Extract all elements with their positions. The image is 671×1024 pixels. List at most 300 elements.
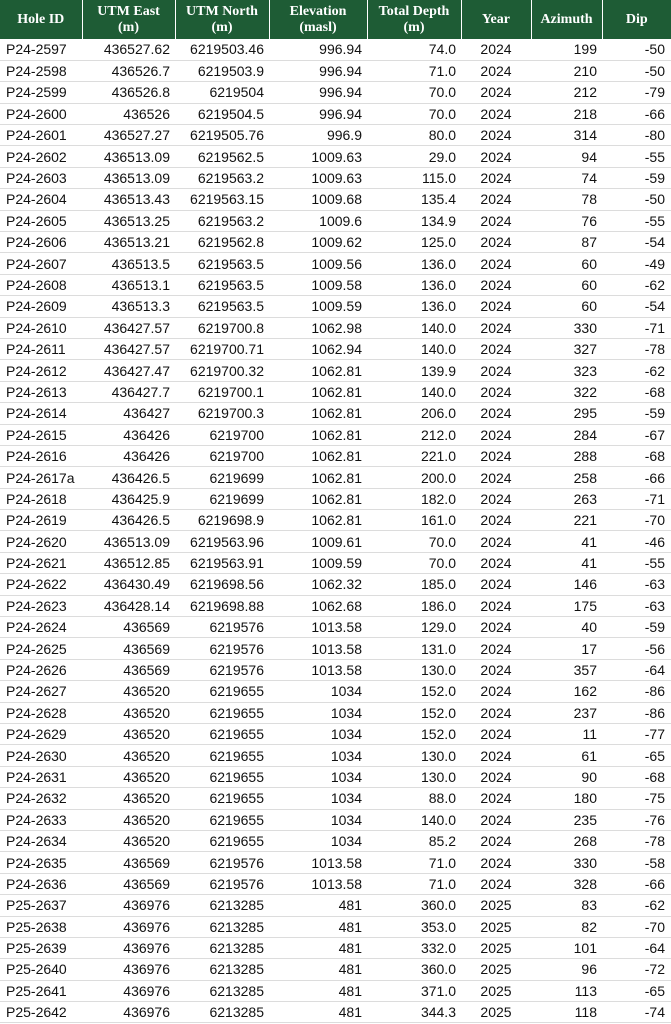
year-cell: 2025 bbox=[461, 916, 531, 937]
utm-east-cell: 436520 bbox=[82, 681, 175, 702]
year-cell: 2024 bbox=[461, 189, 531, 210]
utm-north-cell: 6219700 bbox=[175, 424, 269, 445]
utm-east-cell: 436427 bbox=[82, 403, 175, 424]
dip-cell: -55 bbox=[602, 210, 671, 231]
utm-east-cell: 436569 bbox=[82, 873, 175, 894]
total-depth-cell: 140.0 bbox=[367, 338, 461, 359]
table-row bbox=[0, 1002, 671, 1023]
dip-cell: -49 bbox=[602, 253, 671, 274]
table-row bbox=[0, 146, 671, 167]
year-cell: 2024 bbox=[461, 296, 531, 317]
table-row bbox=[0, 232, 671, 253]
utm-east-cell: 436513.25 bbox=[82, 210, 175, 231]
hole-id-cell: P24-2609 bbox=[0, 296, 82, 317]
hole-id-cell: P25-2638 bbox=[0, 916, 82, 937]
utm-east-cell: 436513.1 bbox=[82, 274, 175, 295]
hole-id-cell: P24-2633 bbox=[0, 809, 82, 830]
utm-east-cell: 436976 bbox=[82, 895, 175, 916]
year-cell: 2024 bbox=[461, 830, 531, 851]
utm-north-cell: 6213285 bbox=[175, 916, 269, 937]
elevation-cell: 1062.81 bbox=[269, 488, 367, 509]
elevation-cell: 996.94 bbox=[269, 82, 367, 103]
elevation-cell: 1034 bbox=[269, 766, 367, 787]
elevation-cell: 1009.6 bbox=[269, 210, 367, 231]
elevation-cell: 481 bbox=[269, 916, 367, 937]
dip-cell: -50 bbox=[602, 39, 671, 60]
azimuth-cell: 94 bbox=[531, 146, 602, 167]
dip-cell: -65 bbox=[602, 745, 671, 766]
hole-id-cell: P24-2620 bbox=[0, 531, 82, 552]
dip-cell: -55 bbox=[602, 146, 671, 167]
utm-north-cell: 6219563.5 bbox=[175, 253, 269, 274]
total-depth-cell: 221.0 bbox=[367, 445, 461, 466]
elevation-cell: 1013.58 bbox=[269, 638, 367, 659]
elevation-cell: 1034 bbox=[269, 809, 367, 830]
utm-north-cell: 6219576 bbox=[175, 617, 269, 638]
azimuth-cell: 288 bbox=[531, 445, 602, 466]
total-depth-cell: 70.0 bbox=[367, 531, 461, 552]
dip-cell: -68 bbox=[602, 766, 671, 787]
utm-north-cell: 6219698.56 bbox=[175, 574, 269, 595]
elevation-cell: 1062.81 bbox=[269, 403, 367, 424]
utm-east-cell: 436520 bbox=[82, 745, 175, 766]
dip-cell: -71 bbox=[602, 317, 671, 338]
dip-cell: -86 bbox=[602, 681, 671, 702]
year-cell: 2025 bbox=[461, 959, 531, 980]
hole-id-cell: P24-2634 bbox=[0, 830, 82, 851]
elevation-cell: 1013.58 bbox=[269, 873, 367, 894]
utm-north-cell: 6219700 bbox=[175, 445, 269, 466]
elevation-cell: 1062.81 bbox=[269, 510, 367, 531]
year-cell: 2024 bbox=[461, 424, 531, 445]
header-year: Year bbox=[461, 0, 531, 39]
elevation-cell: 1009.68 bbox=[269, 189, 367, 210]
elevation-cell: 996.9 bbox=[269, 125, 367, 146]
total-depth-cell: 360.0 bbox=[367, 895, 461, 916]
table-row bbox=[0, 574, 671, 595]
dip-cell: -66 bbox=[602, 467, 671, 488]
utm-north-cell: 6219655 bbox=[175, 809, 269, 830]
utm-north-cell: 6219503.9 bbox=[175, 60, 269, 81]
hole-id-cell: P24-2623 bbox=[0, 595, 82, 616]
utm-north-cell: 6219562.8 bbox=[175, 232, 269, 253]
hole-id-cell: P24-2606 bbox=[0, 232, 82, 253]
utm-east-cell: 436520 bbox=[82, 724, 175, 745]
year-cell: 2024 bbox=[461, 595, 531, 616]
azimuth-cell: 40 bbox=[531, 617, 602, 638]
elevation-cell: 1009.62 bbox=[269, 232, 367, 253]
utm-east-cell: 436426.5 bbox=[82, 467, 175, 488]
hole-id-cell: P24-2626 bbox=[0, 659, 82, 680]
year-cell: 2024 bbox=[461, 467, 531, 488]
elevation-cell: 996.94 bbox=[269, 103, 367, 124]
elevation-cell: 481 bbox=[269, 959, 367, 980]
azimuth-cell: 235 bbox=[531, 809, 602, 830]
utm-east-cell: 436520 bbox=[82, 788, 175, 809]
hole-id-cell: P25-2637 bbox=[0, 895, 82, 916]
year-cell: 2024 bbox=[461, 39, 531, 60]
utm-east-cell: 436976 bbox=[82, 959, 175, 980]
elevation-cell: 1062.81 bbox=[269, 360, 367, 381]
elevation-cell: 1034 bbox=[269, 745, 367, 766]
year-cell: 2024 bbox=[461, 488, 531, 509]
year-cell: 2024 bbox=[461, 681, 531, 702]
utm-north-cell: 6219655 bbox=[175, 702, 269, 723]
dip-cell: -79 bbox=[602, 82, 671, 103]
year-cell: 2024 bbox=[461, 146, 531, 167]
utm-east-cell: 436527.62 bbox=[82, 39, 175, 60]
elevation-cell: 1009.61 bbox=[269, 531, 367, 552]
year-cell: 2024 bbox=[461, 103, 531, 124]
total-depth-cell: 206.0 bbox=[367, 403, 461, 424]
dip-cell: -56 bbox=[602, 638, 671, 659]
total-depth-cell: 371.0 bbox=[367, 980, 461, 1001]
hole-id-cell: P24-2604 bbox=[0, 189, 82, 210]
year-cell: 2024 bbox=[461, 445, 531, 466]
elevation-cell: 1062.81 bbox=[269, 445, 367, 466]
azimuth-cell: 323 bbox=[531, 360, 602, 381]
header-dip: Dip bbox=[602, 0, 671, 39]
azimuth-cell: 357 bbox=[531, 659, 602, 680]
total-depth-cell: 88.0 bbox=[367, 788, 461, 809]
dip-cell: -50 bbox=[602, 189, 671, 210]
utm-east-cell: 436513.3 bbox=[82, 296, 175, 317]
table-row bbox=[0, 937, 671, 958]
utm-north-cell: 6219563.2 bbox=[175, 210, 269, 231]
total-depth-cell: 332.0 bbox=[367, 937, 461, 958]
year-cell: 2024 bbox=[461, 253, 531, 274]
elevation-cell: 481 bbox=[269, 1002, 367, 1023]
utm-north-cell: 6219503.46 bbox=[175, 39, 269, 60]
azimuth-cell: 330 bbox=[531, 317, 602, 338]
azimuth-cell: 295 bbox=[531, 403, 602, 424]
total-depth-cell: 161.0 bbox=[367, 510, 461, 531]
dip-cell: -59 bbox=[602, 617, 671, 638]
total-depth-cell: 136.0 bbox=[367, 296, 461, 317]
hole-id-cell: P24-2610 bbox=[0, 317, 82, 338]
header-row bbox=[0, 0, 671, 39]
total-depth-cell: 85.2 bbox=[367, 830, 461, 851]
azimuth-cell: 258 bbox=[531, 467, 602, 488]
utm-east-cell: 436426 bbox=[82, 445, 175, 466]
utm-north-cell: 6219655 bbox=[175, 766, 269, 787]
year-cell: 2024 bbox=[461, 210, 531, 231]
total-depth-cell: 71.0 bbox=[367, 852, 461, 873]
elevation-cell: 1009.59 bbox=[269, 296, 367, 317]
elevation-cell: 1009.58 bbox=[269, 274, 367, 295]
utm-north-cell: 6219563.5 bbox=[175, 274, 269, 295]
dip-cell: -70 bbox=[602, 916, 671, 937]
dip-cell: -62 bbox=[602, 274, 671, 295]
hole-id-cell: P24-2621 bbox=[0, 552, 82, 573]
utm-north-cell: 6219576 bbox=[175, 659, 269, 680]
table-row bbox=[0, 445, 671, 466]
table-row bbox=[0, 852, 671, 873]
year-cell: 2024 bbox=[461, 724, 531, 745]
hole-id-cell: P24-2603 bbox=[0, 167, 82, 188]
dip-cell: -77 bbox=[602, 724, 671, 745]
total-depth-cell: 131.0 bbox=[367, 638, 461, 659]
hole-id-cell: P24-2600 bbox=[0, 103, 82, 124]
utm-north-cell: 6219700.3 bbox=[175, 403, 269, 424]
elevation-cell: 1062.81 bbox=[269, 467, 367, 488]
utm-north-cell: 6219576 bbox=[175, 873, 269, 894]
dip-cell: -68 bbox=[602, 381, 671, 402]
table-body bbox=[0, 39, 671, 1023]
utm-east-cell: 436976 bbox=[82, 980, 175, 1001]
hole-id-cell: P24-2599 bbox=[0, 82, 82, 103]
dip-cell: -46 bbox=[602, 531, 671, 552]
utm-east-cell: 436512.85 bbox=[82, 552, 175, 573]
utm-north-cell: 6219700.8 bbox=[175, 317, 269, 338]
total-depth-cell: 152.0 bbox=[367, 702, 461, 723]
utm-east-cell: 436427.57 bbox=[82, 338, 175, 359]
total-depth-cell: 182.0 bbox=[367, 488, 461, 509]
table-header bbox=[0, 0, 671, 39]
year-cell: 2024 bbox=[461, 274, 531, 295]
table-row bbox=[0, 317, 671, 338]
utm-north-cell: 6219576 bbox=[175, 638, 269, 659]
table-row bbox=[0, 873, 671, 894]
hole-id-cell: P24-2635 bbox=[0, 852, 82, 873]
table-row bbox=[0, 659, 671, 680]
utm-north-cell: 6219699 bbox=[175, 467, 269, 488]
table-row bbox=[0, 253, 671, 274]
total-depth-cell: 212.0 bbox=[367, 424, 461, 445]
total-depth-cell: 71.0 bbox=[367, 873, 461, 894]
elevation-cell: 1062.94 bbox=[269, 338, 367, 359]
table-row bbox=[0, 766, 671, 787]
utm-east-cell: 436520 bbox=[82, 766, 175, 787]
dip-cell: -59 bbox=[602, 167, 671, 188]
total-depth-cell: 136.0 bbox=[367, 274, 461, 295]
azimuth-cell: 76 bbox=[531, 210, 602, 231]
total-depth-cell: 134.9 bbox=[367, 210, 461, 231]
year-cell: 2024 bbox=[461, 60, 531, 81]
utm-north-cell: 6219698.9 bbox=[175, 510, 269, 531]
utm-north-cell: 6219655 bbox=[175, 681, 269, 702]
azimuth-cell: 83 bbox=[531, 895, 602, 916]
utm-east-cell: 436526.8 bbox=[82, 82, 175, 103]
azimuth-cell: 41 bbox=[531, 531, 602, 552]
total-depth-cell: 125.0 bbox=[367, 232, 461, 253]
dip-cell: -66 bbox=[602, 873, 671, 894]
elevation-cell: 1034 bbox=[269, 788, 367, 809]
total-depth-cell: 139.9 bbox=[367, 360, 461, 381]
hole-id-cell: P24-2607 bbox=[0, 253, 82, 274]
utm-north-cell: 6219562.5 bbox=[175, 146, 269, 167]
utm-north-cell: 6219563.15 bbox=[175, 189, 269, 210]
azimuth-cell: 284 bbox=[531, 424, 602, 445]
header-utm-east: UTM East (m) bbox=[82, 0, 175, 39]
utm-east-cell: 436426.5 bbox=[82, 510, 175, 531]
header-elevation: Elevation (masl) bbox=[269, 0, 367, 39]
utm-east-cell: 436976 bbox=[82, 916, 175, 937]
year-cell: 2024 bbox=[461, 638, 531, 659]
year-cell: 2024 bbox=[461, 702, 531, 723]
total-depth-cell: 186.0 bbox=[367, 595, 461, 616]
utm-east-cell: 436513.09 bbox=[82, 167, 175, 188]
utm-east-cell: 436427.7 bbox=[82, 381, 175, 402]
table-row bbox=[0, 788, 671, 809]
azimuth-cell: 11 bbox=[531, 724, 602, 745]
dip-cell: -78 bbox=[602, 338, 671, 359]
dip-cell: -80 bbox=[602, 125, 671, 146]
utm-east-cell: 436976 bbox=[82, 1002, 175, 1023]
hole-id-cell: P24-2597 bbox=[0, 39, 82, 60]
utm-north-cell: 6219700.71 bbox=[175, 338, 269, 359]
total-depth-cell: 70.0 bbox=[367, 82, 461, 103]
utm-north-cell: 6213285 bbox=[175, 980, 269, 1001]
elevation-cell: 1062.32 bbox=[269, 574, 367, 595]
total-depth-cell: 130.0 bbox=[367, 766, 461, 787]
utm-north-cell: 6213285 bbox=[175, 1002, 269, 1023]
dip-cell: -65 bbox=[602, 980, 671, 1001]
year-cell: 2024 bbox=[461, 745, 531, 766]
utm-east-cell: 436527.27 bbox=[82, 125, 175, 146]
elevation-cell: 1013.58 bbox=[269, 659, 367, 680]
elevation-cell: 1034 bbox=[269, 681, 367, 702]
table-row bbox=[0, 702, 671, 723]
azimuth-cell: 113 bbox=[531, 980, 602, 1001]
total-depth-cell: 70.0 bbox=[367, 552, 461, 573]
year-cell: 2024 bbox=[461, 167, 531, 188]
azimuth-cell: 96 bbox=[531, 959, 602, 980]
total-depth-cell: 185.0 bbox=[367, 574, 461, 595]
utm-north-cell: 6213285 bbox=[175, 937, 269, 958]
year-cell: 2024 bbox=[461, 360, 531, 381]
dip-cell: -62 bbox=[602, 360, 671, 381]
utm-east-cell: 436513.21 bbox=[82, 232, 175, 253]
azimuth-cell: 263 bbox=[531, 488, 602, 509]
year-cell: 2024 bbox=[461, 403, 531, 424]
utm-east-cell: 436427.57 bbox=[82, 317, 175, 338]
hole-id-cell: P24-2629 bbox=[0, 724, 82, 745]
utm-east-cell: 436526 bbox=[82, 103, 175, 124]
table-row bbox=[0, 103, 671, 124]
utm-east-cell: 436513.43 bbox=[82, 189, 175, 210]
utm-east-cell: 436569 bbox=[82, 659, 175, 680]
year-cell: 2024 bbox=[461, 82, 531, 103]
utm-north-cell: 6219563.91 bbox=[175, 552, 269, 573]
hole-id-cell: P24-2632 bbox=[0, 788, 82, 809]
utm-east-cell: 436569 bbox=[82, 852, 175, 873]
total-depth-cell: 115.0 bbox=[367, 167, 461, 188]
utm-north-cell: 6219700.1 bbox=[175, 381, 269, 402]
azimuth-cell: 268 bbox=[531, 830, 602, 851]
year-cell: 2024 bbox=[461, 232, 531, 253]
table-row bbox=[0, 488, 671, 509]
table-row bbox=[0, 39, 671, 60]
dip-cell: -54 bbox=[602, 296, 671, 317]
azimuth-cell: 330 bbox=[531, 852, 602, 873]
year-cell: 2024 bbox=[461, 552, 531, 573]
dip-cell: -50 bbox=[602, 60, 671, 81]
elevation-cell: 1034 bbox=[269, 702, 367, 723]
azimuth-cell: 146 bbox=[531, 574, 602, 595]
azimuth-cell: 162 bbox=[531, 681, 602, 702]
total-depth-cell: 29.0 bbox=[367, 146, 461, 167]
azimuth-cell: 118 bbox=[531, 1002, 602, 1023]
utm-north-cell: 6219655 bbox=[175, 724, 269, 745]
dip-cell: -76 bbox=[602, 809, 671, 830]
utm-east-cell: 436520 bbox=[82, 830, 175, 851]
dip-cell: -72 bbox=[602, 959, 671, 980]
total-depth-cell: 140.0 bbox=[367, 381, 461, 402]
total-depth-cell: 136.0 bbox=[367, 253, 461, 274]
hole-id-cell: P24-2619 bbox=[0, 510, 82, 531]
dip-cell: -67 bbox=[602, 424, 671, 445]
table-row bbox=[0, 531, 671, 552]
dip-cell: -64 bbox=[602, 659, 671, 680]
year-cell: 2025 bbox=[461, 895, 531, 916]
total-depth-cell: 80.0 bbox=[367, 125, 461, 146]
total-depth-cell: 353.0 bbox=[367, 916, 461, 937]
year-cell: 2025 bbox=[461, 937, 531, 958]
utm-north-cell: 6219563.96 bbox=[175, 531, 269, 552]
utm-east-cell: 436427.47 bbox=[82, 360, 175, 381]
year-cell: 2024 bbox=[461, 531, 531, 552]
table-row bbox=[0, 916, 671, 937]
hole-id-cell: P25-2642 bbox=[0, 1002, 82, 1023]
year-cell: 2024 bbox=[461, 381, 531, 402]
hole-id-cell: P25-2641 bbox=[0, 980, 82, 1001]
utm-east-cell: 436513.09 bbox=[82, 146, 175, 167]
azimuth-cell: 60 bbox=[531, 253, 602, 274]
azimuth-cell: 74 bbox=[531, 167, 602, 188]
dip-cell: -59 bbox=[602, 403, 671, 424]
table-row bbox=[0, 167, 671, 188]
year-cell: 2024 bbox=[461, 574, 531, 595]
hole-id-cell: P24-2612 bbox=[0, 360, 82, 381]
total-depth-cell: 74.0 bbox=[367, 39, 461, 60]
table-row bbox=[0, 424, 671, 445]
utm-east-cell: 436526.7 bbox=[82, 60, 175, 81]
dip-cell: -70 bbox=[602, 510, 671, 531]
utm-east-cell: 436520 bbox=[82, 702, 175, 723]
dip-cell: -55 bbox=[602, 552, 671, 573]
dip-cell: -54 bbox=[602, 232, 671, 253]
azimuth-cell: 41 bbox=[531, 552, 602, 573]
year-cell: 2024 bbox=[461, 809, 531, 830]
hole-id-cell: P24-2608 bbox=[0, 274, 82, 295]
azimuth-cell: 237 bbox=[531, 702, 602, 723]
hole-id-cell: P24-2636 bbox=[0, 873, 82, 894]
hole-id-cell: P24-2611 bbox=[0, 338, 82, 359]
dip-cell: -68 bbox=[602, 445, 671, 466]
utm-north-cell: 6219699 bbox=[175, 488, 269, 509]
azimuth-cell: 212 bbox=[531, 82, 602, 103]
table-row bbox=[0, 467, 671, 488]
utm-north-cell: 6213285 bbox=[175, 959, 269, 980]
table-row bbox=[0, 809, 671, 830]
elevation-cell: 1062.68 bbox=[269, 595, 367, 616]
utm-north-cell: 6213285 bbox=[175, 895, 269, 916]
elevation-cell: 481 bbox=[269, 980, 367, 1001]
hole-id-cell: P24-2605 bbox=[0, 210, 82, 231]
dip-cell: -86 bbox=[602, 702, 671, 723]
elevation-cell: 1034 bbox=[269, 724, 367, 745]
utm-east-cell: 436428.14 bbox=[82, 595, 175, 616]
utm-north-cell: 6219655 bbox=[175, 788, 269, 809]
utm-north-cell: 6219698.88 bbox=[175, 595, 269, 616]
hole-id-cell: P24-2625 bbox=[0, 638, 82, 659]
total-depth-cell: 135.4 bbox=[367, 189, 461, 210]
hole-id-cell: P24-2624 bbox=[0, 617, 82, 638]
elevation-cell: 1009.59 bbox=[269, 552, 367, 573]
utm-east-cell: 436513.09 bbox=[82, 531, 175, 552]
azimuth-cell: 61 bbox=[531, 745, 602, 766]
